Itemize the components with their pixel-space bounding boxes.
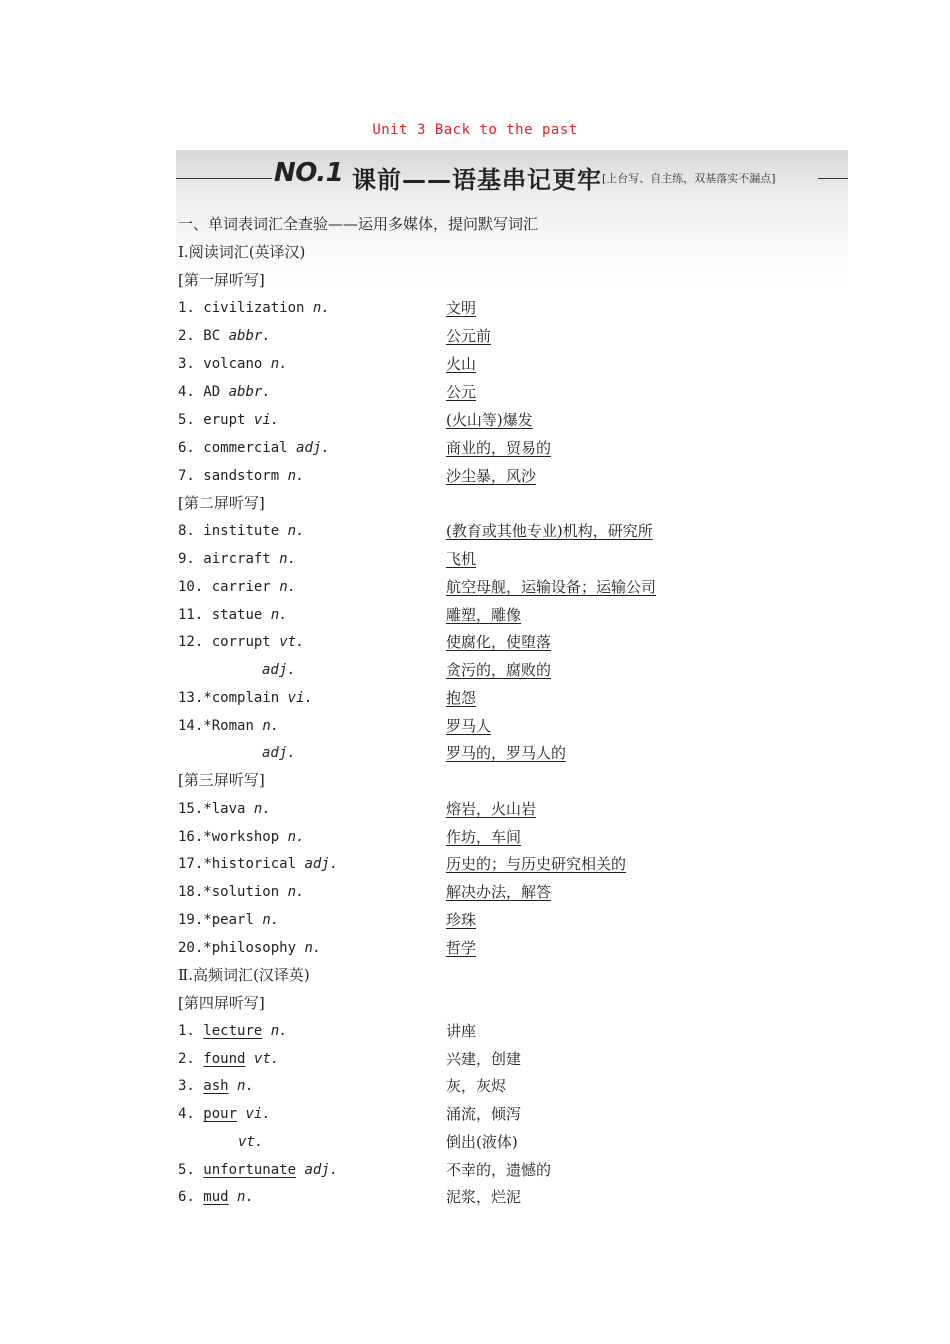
banner-rule-left	[176, 178, 272, 179]
answer: ash	[203, 1078, 229, 1094]
answer: lecture	[203, 1023, 263, 1039]
answer: 哲学	[446, 939, 477, 957]
answer: 历史的；与历史研究相关的	[446, 855, 627, 873]
answer: 罗马人	[446, 717, 492, 735]
answer: 贪污的，腐败的	[446, 661, 552, 679]
answer: 罗马的，罗马人的	[446, 744, 567, 762]
answer: 航空母舰，运输设备；运输公司	[446, 578, 657, 596]
banner-heading: 课前——语基串记更牢	[352, 166, 602, 194]
answer: 公元	[446, 383, 477, 401]
banner-subtitle: [上台写、自主练，双基落实不漏点]	[602, 172, 776, 185]
answer: 火山	[446, 355, 477, 373]
answer: 使腐化，使堕落	[446, 633, 552, 651]
answer: pour	[203, 1106, 238, 1122]
answer: 解决办法，解答	[446, 883, 552, 901]
answer: 珍珠	[446, 911, 477, 929]
answer: mud	[203, 1189, 229, 1205]
answer: 飞机	[446, 550, 477, 568]
answer: 商业的，贸易的	[446, 439, 552, 457]
answer: 作坊，车间	[446, 828, 522, 846]
answer: (教育或其他专业)机构，研究所	[446, 522, 653, 540]
answer: 抱怨	[446, 689, 477, 707]
banner-number: NO.1	[274, 158, 344, 188]
answer: 沙尘暴，风沙	[446, 467, 537, 485]
answer: (火山等)爆发	[446, 411, 533, 429]
answer: found	[203, 1051, 246, 1067]
page-title: Unit 3 Back to the past	[372, 122, 578, 138]
answer: 公元前	[446, 327, 492, 345]
banner-rule-right	[818, 178, 848, 179]
answer: unfortunate	[203, 1162, 297, 1178]
answer: 文明	[446, 299, 477, 317]
answer: 雕塑，雕像	[446, 606, 522, 624]
answer: 熔岩，火山岩	[446, 800, 537, 818]
